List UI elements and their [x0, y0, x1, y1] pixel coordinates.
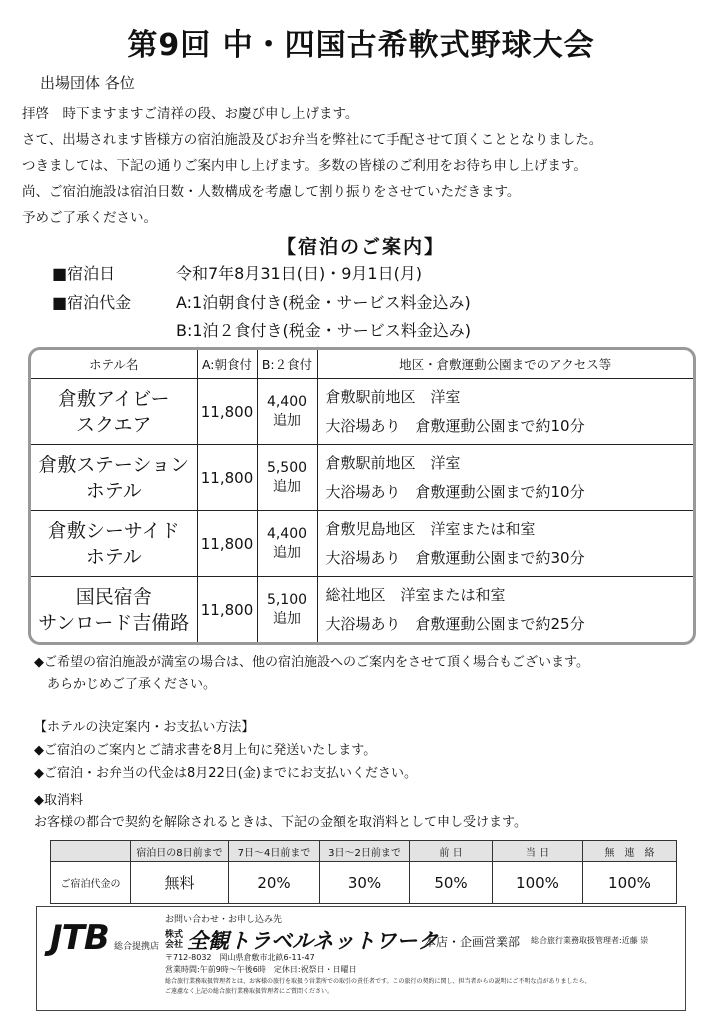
- cancel-col-same-day: 当 日: [493, 841, 583, 862]
- payment-line: ◆ご宿泊のご案内とご請求書を8月上旬に発送いたします。: [34, 743, 377, 758]
- intro-line: さて、出場されます皆様方の宿泊施設及びお弁当を弊社にて手配させて頂くこととなりました。: [22, 132, 603, 148]
- cancel-fee: 100%: [583, 862, 677, 904]
- stay-date-value: 令和7年8月31日(日)・9月1日(月): [176, 264, 423, 283]
- jtb-logo: JTB: [50, 918, 109, 958]
- plan-b-price: 4,400 追加: [257, 379, 317, 445]
- payment-heading: 【ホテルの決定案内・お支払い方法】: [34, 720, 255, 735]
- addressee: 出場団体 各位: [40, 74, 135, 92]
- payment-line: ◆ご宿泊・お弁当の代金は8月22日(金)までにお支払いください。: [34, 766, 417, 781]
- hotel-name: 国民宿舎 サンロード吉備路: [31, 577, 197, 643]
- contact-label: お問い合わせ・お申し込み先: [165, 915, 283, 925]
- table-row: [31, 577, 693, 643]
- plan-a-price: 11,800: [197, 577, 257, 643]
- intro-text: [22, 101, 602, 231]
- disclaimer-line: 総合旅行業務取扱管理者とは、お客様の旅行を取扱う営業所での取引の責任者です。この旅行の契約に関し、担当者からの説明にご不明な点がありましたら、: [165, 978, 591, 985]
- cancel-fee: 100%: [493, 862, 583, 904]
- cancel-row-label: ご宿泊代金の: [51, 862, 131, 904]
- intro-line: 拝啓 時下ますますご清祥の段、お慶び申し上げます。: [22, 106, 359, 122]
- lodging-section-title: 【宿泊のご案内】: [276, 236, 445, 258]
- company-name: 全観トラベルネットワーク: [187, 929, 439, 953]
- plan-a: A:1泊朝食付き(税金・サービス料金込み): [176, 293, 471, 312]
- address: 〒712-8032 岡山県倉敷市北畝6-11-47: [165, 953, 315, 962]
- business-hours: 営業時間:午前9時〜午後6時 定休日:祝祭日・日曜日: [165, 965, 357, 974]
- cancellation-desc: お客様の都合で契約を解除されるときは、下記の金額を取消料として申し受けます。: [34, 815, 527, 830]
- hotels-table: [31, 350, 693, 642]
- agent-label: 総合提携店: [114, 942, 160, 952]
- stay-date-label: ■宿泊日: [52, 264, 116, 283]
- disclaimer-line: ご遠慮なく上記の総合旅行業務取扱管理者にご質問ください。: [165, 988, 334, 995]
- hotels-table-header: [31, 350, 693, 379]
- cancel-col-7-4days: 7日〜4日前まで: [229, 841, 320, 862]
- cancellation-section: [34, 790, 527, 834]
- cancel-col-blank: [51, 841, 131, 862]
- manager-name: 総合旅行業務取扱管理者:近藤 崇: [531, 936, 649, 945]
- col-plan-b: B:２食付: [257, 350, 317, 379]
- intro-line: 予めご了承ください。: [22, 210, 157, 226]
- plan-b-price: 5,500 追加: [257, 445, 317, 511]
- cancel-fee: 無料: [131, 862, 229, 904]
- hotel-access: 倉敷児島地区 洋室または和室 大浴場あり 倉敷運動公園まで約30分: [317, 511, 693, 577]
- table-row: [31, 445, 693, 511]
- cancel-fee: 20%: [229, 862, 320, 904]
- plan-b-price: 5,100 追加: [257, 577, 317, 643]
- footer-box: [36, 906, 686, 1011]
- plan-a-price: 11,800: [197, 379, 257, 445]
- cancel-col-8days: 宿泊日の8日前まで: [131, 841, 229, 862]
- cancel-fee: 30%: [320, 862, 410, 904]
- table-row: [51, 862, 677, 904]
- hotel-access: 倉敷駅前地区 洋室 大浴場あり 倉敷運動公園まで約10分: [317, 379, 693, 445]
- plan-b-price: 4,400 追加: [257, 511, 317, 577]
- cancellation-table: [50, 840, 677, 904]
- hotels-table-box: [28, 347, 696, 645]
- cancel-col-no-show: 無 連 絡: [583, 841, 677, 862]
- hotel-access: 総社地区 洋室または和室 大浴場あり 倉敷運動公園まで約25分: [317, 577, 693, 643]
- cancellation-heading: ◆取消料: [34, 793, 83, 808]
- branch-name: 本店・企画営業部: [424, 935, 521, 949]
- cancellation-header-row: [51, 841, 677, 862]
- hotel-name: 倉敷アイビー スクエア: [31, 379, 197, 445]
- stay-price-label: ■宿泊代金: [52, 293, 132, 312]
- cancel-col-3-2days: 3日〜2日前まで: [320, 841, 410, 862]
- plan-a-price: 11,800: [197, 511, 257, 577]
- table-row: [31, 379, 693, 445]
- page-title: 第9回 中・四国古希軟式野球大会: [127, 28, 595, 63]
- plan-b: B:1泊２食付き(税金・サービス料金込み): [176, 321, 472, 340]
- intro-line: 尚、ご宿泊施設は宿泊日数・人数構成を考慮して割り振りをさせていただきます。: [22, 184, 521, 200]
- intro-line: つきましては、下記の通りご案内申し上げます。多数の皆様のご利用をお待ち申し上げます。: [22, 158, 587, 174]
- cancel-fee: 50%: [410, 862, 493, 904]
- hotel-name: 倉敷シーサイド ホテル: [31, 511, 197, 577]
- hotel-access: 倉敷駅前地区 洋室 大浴場あり 倉敷運動公園まで約10分: [317, 445, 693, 511]
- company-prefix: 株式会社: [165, 930, 184, 950]
- plan-a-price: 11,800: [197, 445, 257, 511]
- hotel-name: 倉敷ステーション ホテル: [31, 445, 197, 511]
- vacancy-note: ◆ご希望の宿泊施設が満室の場合は、他の宿泊施設へのご案内をさせて頂く場合もございます。 あらかじめご了承ください。: [34, 655, 589, 692]
- col-plan-a: A:朝食付: [197, 350, 257, 379]
- table-row: [31, 511, 693, 577]
- cancel-col-prev-day: 前 日: [410, 841, 493, 862]
- col-hotel-name: ホテル名: [31, 350, 197, 379]
- payment-section: [34, 716, 417, 785]
- col-access: 地区・倉敷運動公園までのアクセス等: [317, 350, 693, 379]
